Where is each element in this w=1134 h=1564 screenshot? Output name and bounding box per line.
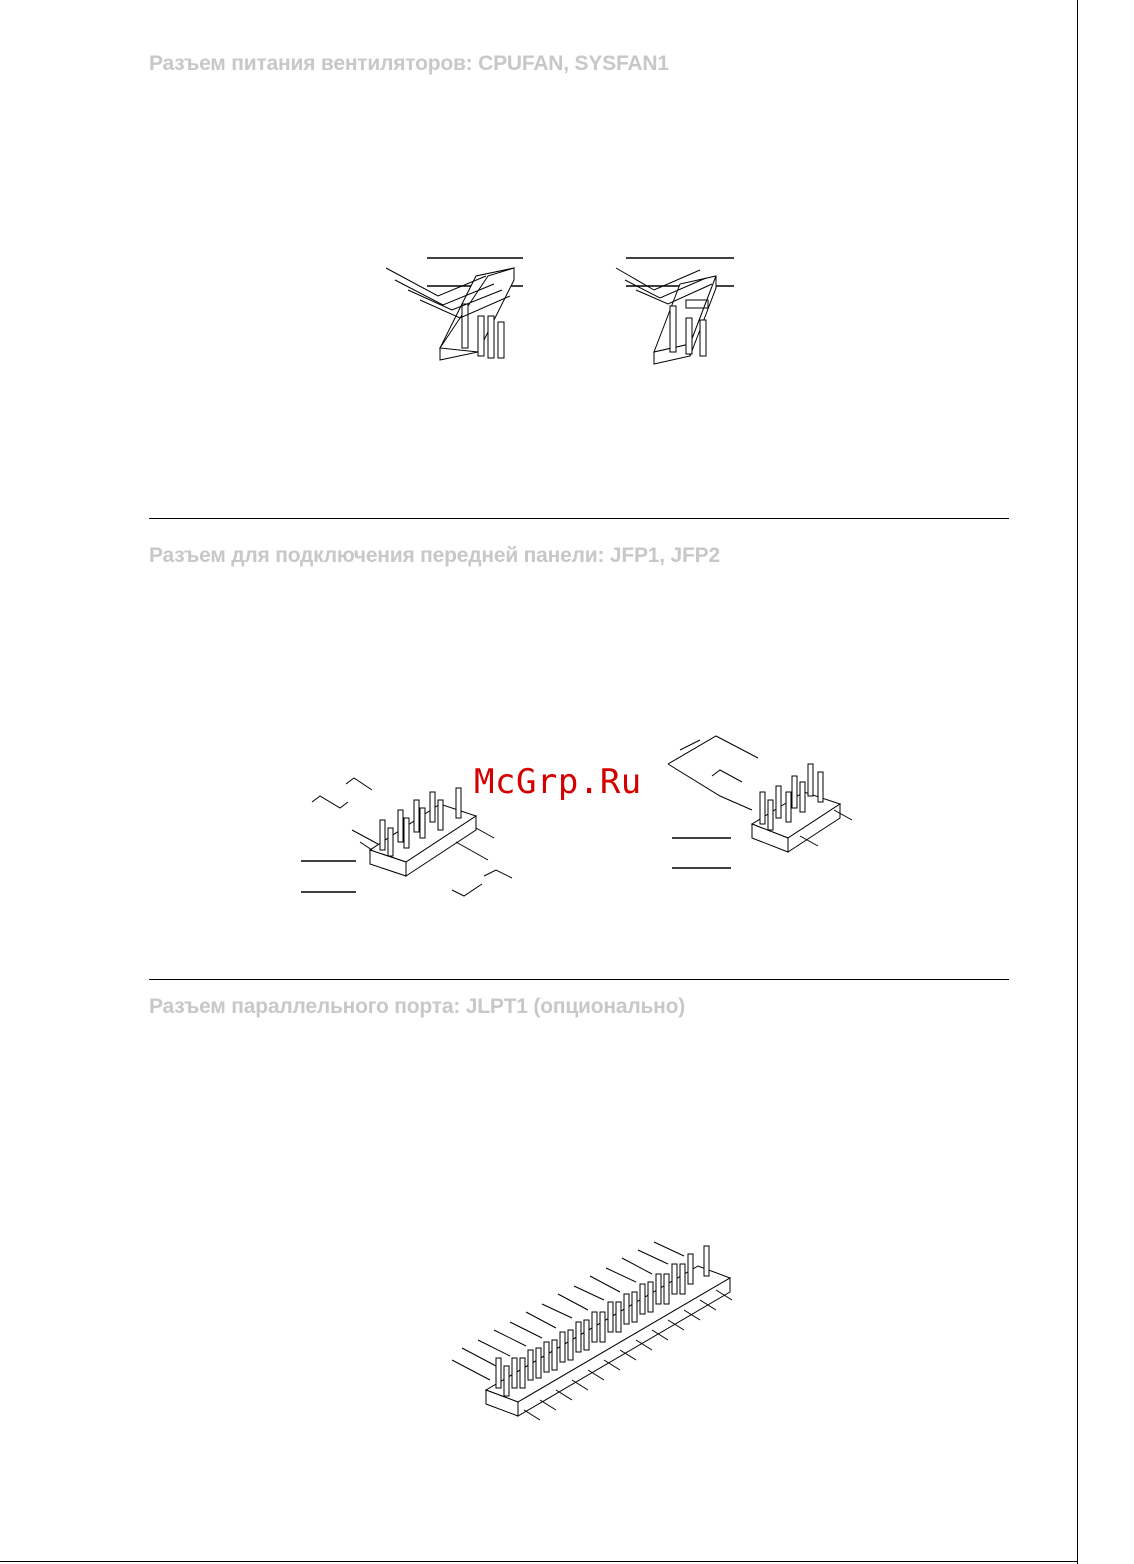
section-divider-1 xyxy=(149,518,1009,519)
section-heading-fan: Разъем питания вентиляторов: CPUFAN, SYSFAN1 xyxy=(149,52,669,75)
section-divider-2 xyxy=(149,979,1009,980)
page-border-bottom xyxy=(0,1561,1078,1562)
fan-connectors-diagram xyxy=(0,0,1134,520)
watermark-text: McGrp.Ru xyxy=(474,762,642,802)
section-heading-front-panel: Разъем для подключения передней панели: JFP1, JFP2 xyxy=(149,544,720,567)
jfp2-connector xyxy=(668,736,852,868)
cpufan-connector xyxy=(386,258,523,360)
parallel-port-connector-diagram xyxy=(0,1230,1134,1490)
sysfan-connector xyxy=(616,258,734,364)
front-panel-connectors-diagram xyxy=(0,700,1134,940)
jlpt1-connector xyxy=(452,1242,732,1420)
section-heading-parallel: Разъем параллельного порта: JLPT1 (опционально) xyxy=(149,995,686,1018)
